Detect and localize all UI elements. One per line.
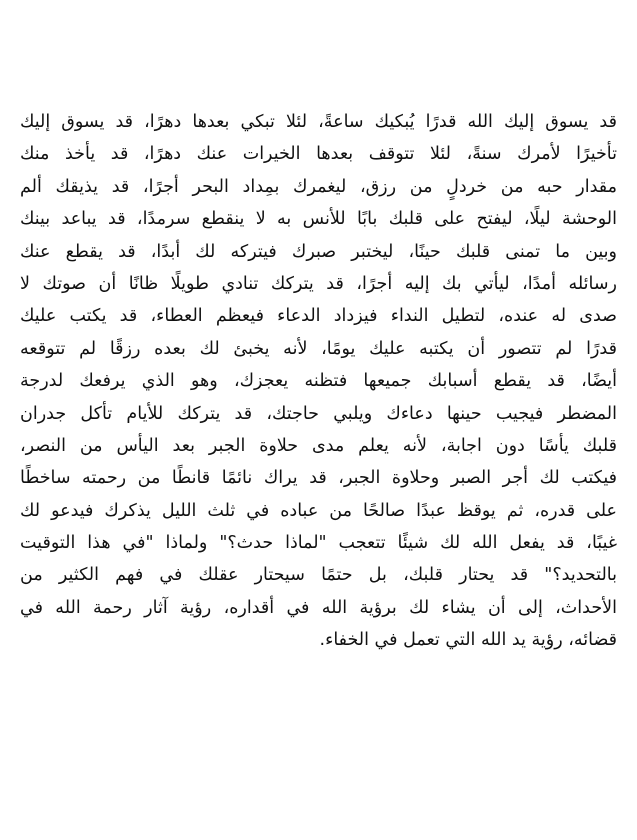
text-line: غيبًا، قد يفعل الله لك شيئًا تتعجب "لماذا حدث؟" ولماذا "في هذا التوقيت	[20, 533, 617, 554]
text-line: قد يسوق إليك الله قدرًا يُبكيك ساعةً، لئلا تبكي بعدها دهرًا، قد يسوق إليك	[20, 112, 617, 132]
text-line-last: قضائه، رؤية يد الله التي تعمل في الخفاء.	[319, 630, 617, 651]
text-block	[20, 106, 617, 657]
text-line: المضطر فيجيب حينها دعاءك ويلبي حاجتك، قد يتركك للأيام تأكل جدران	[20, 403, 617, 424]
text-line: مقدار حبه من خردلٍ من رزق، ليغمرك بمِداد البحر أجرًا، قد يذيقك ألم	[20, 176, 617, 197]
text-line: على قدره، ثم يوقظ عبدًا صالحًا من عباده في ثلث الليل يذكرك فيدعو لك	[20, 500, 617, 521]
text-line: تأخيرًا لأمرك سنةً، لئلا تتوقف بعدها الخيرات عنك دهرًا، قد يأخذ منك	[20, 144, 617, 165]
text-line: أيضًا، قد يقطع أسبابك جميعها فتظنه يعجزك، وهو الذي يرفعك لدرجة	[20, 371, 617, 392]
text-line: وبين ما تمنى قلبك حينًا، ليختبر صبرك فيتركه لك أبدًا، قد يقطع عنك	[20, 241, 617, 262]
text-line: فيكتب لك أجر الصبر وحلاوة الجبر، قد يراك نائمًا قانطًا من رحمته ساخطًا	[20, 468, 617, 489]
text-line: رسائله أمدًا، ليأتي بك إليه أجرًا، قد يتركك تنادي طويلًا ظانًا أن صوتك لا	[20, 273, 617, 294]
text-line: الوحشة ليلًا، ليفتح على قلبك بابًا للأنس به لا ينقطع سرمدًا، قد يباعد بينك	[20, 209, 617, 230]
text-line: قدرًا لم تتصور أن يكتبه عليك يومًا، لأنه يخبئ لك بعده رزقًا لم تتوقعه	[20, 338, 617, 359]
text-line: قلبك يأسًا دون اجابة، لأنه يعلم مدى حلاوة الجبر بعد اليأس من النصر،	[20, 435, 617, 456]
text-line: الأحداث، إلى أن يشاء لك برؤية الله في أقداره، رؤية آثار رحمة الله في	[20, 597, 617, 618]
text-line: صدى له عنده، لتطيل النداء فيزداد الدعاء فيعظم العطاء، قد يكتب عليك	[20, 306, 617, 327]
text-line: بالتحديد؟" قد يحتار قلبك، بل حتمًا سيحتار عقلك في فهم الكثير من	[20, 565, 617, 586]
